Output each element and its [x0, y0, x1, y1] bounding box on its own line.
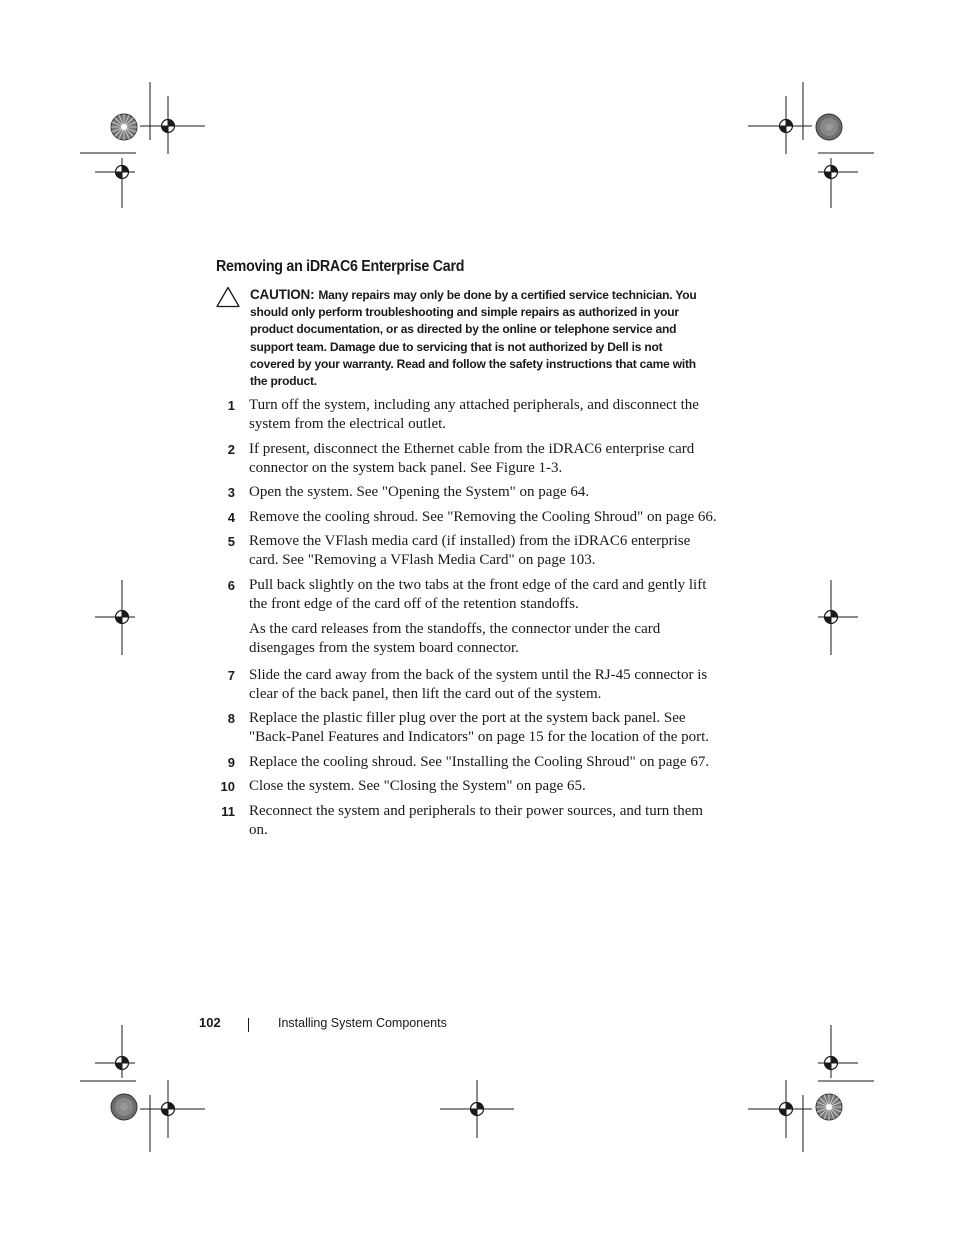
step-text: Replace the cooling shroud. See "Installing the Cooling Shroud" on page 67. [249, 753, 710, 770]
registration-mark-icon [111, 114, 137, 140]
step-text: Remove the VFlash media card (if installed) from the iDRAC6 enterprise card. See "Removing a VFlash Media Card" on page 103. [249, 533, 691, 568]
step-item [216, 709, 716, 747]
step-text: Remove the cooling shroud. See "Removing the Cooling Shroud" on page 66. [249, 508, 717, 525]
registration-mark-icon [111, 1094, 137, 1120]
registration-mark-icon [816, 1094, 842, 1120]
step-number: 2 [227, 441, 235, 457]
page-footer [0, 1015, 954, 1035]
step-text: Slide the card away from the back of the system until the RJ-45 connector is clear of the back panel, then lift the card out of the system. [249, 666, 708, 702]
page-number: 102 [199, 1015, 221, 1030]
step-text: Reconnect the system and peripherals to their power sources, and turn them on. [249, 802, 704, 838]
step-item [216, 777, 716, 796]
step-text: Pull back slightly on the two tabs at the front edge of the card and gently lift the front edge of the card off of the retention standoffs. [249, 576, 707, 612]
registration-mark-icon [816, 114, 842, 140]
step-text: Replace the plastic filler plug over the port at the system back panel. See "Back-Panel Features and Indicators" on page 15 for the location of the port. [249, 710, 710, 745]
step-text: If present, disconnect the Ethernet cable from the iDRAC6 enterprise card connector on the system back panel. See Figure 1-3. [249, 440, 695, 476]
caution-label: CAUTION: [250, 287, 315, 302]
step-number: 5 [227, 534, 235, 549]
step-item [216, 576, 716, 658]
step-item [216, 753, 716, 772]
step-text: Close the system. See "Closing the System" on page 65. [249, 778, 586, 794]
footer-divider [248, 1018, 249, 1032]
caution-triangle-icon [216, 286, 240, 308]
step-item [216, 396, 716, 434]
step-item [216, 666, 716, 704]
caution-notice [216, 286, 716, 390]
step-number: 9 [227, 754, 235, 770]
step-number: 3 [227, 485, 235, 500]
step-number: 11 [221, 803, 235, 819]
step-text: Turn off the system, including any attached peripherals, and disconnect the system from the electrical outlet. [249, 397, 699, 432]
step-note: As the card releases from the standoffs, the connector under the card disengages from the system board connector. [249, 620, 661, 656]
step-number: 7 [227, 667, 235, 683]
section-heading: Removing an iDRAC6 Enterprise Card [216, 258, 465, 275]
step-number: 1 [227, 398, 235, 413]
step-item [216, 440, 716, 478]
caution-text-block [250, 286, 710, 390]
step-number: 8 [227, 711, 235, 726]
procedure-steps [216, 396, 716, 845]
step-number: 4 [227, 509, 235, 525]
step-item [216, 483, 716, 502]
step-text: Open the system. See "Opening the System" on page 64. [249, 484, 590, 500]
caution-text: Many repairs may only be done by a certified service technician. You should only perform troubleshooting and simple repairs as authorized in your product documentation, or as directed by the online or telephone service and support team. Damage due to servicing that is not authorized by Dell is not covered by your warranty. Read and follow the safety instructions that came with the product. [250, 288, 697, 389]
step-item [216, 802, 716, 840]
step-item [216, 508, 716, 527]
step-item [216, 532, 716, 570]
step-number: 10 [220, 779, 235, 794]
step-number: 6 [227, 577, 235, 593]
chapter-title: Installing System Components [278, 1016, 447, 1030]
